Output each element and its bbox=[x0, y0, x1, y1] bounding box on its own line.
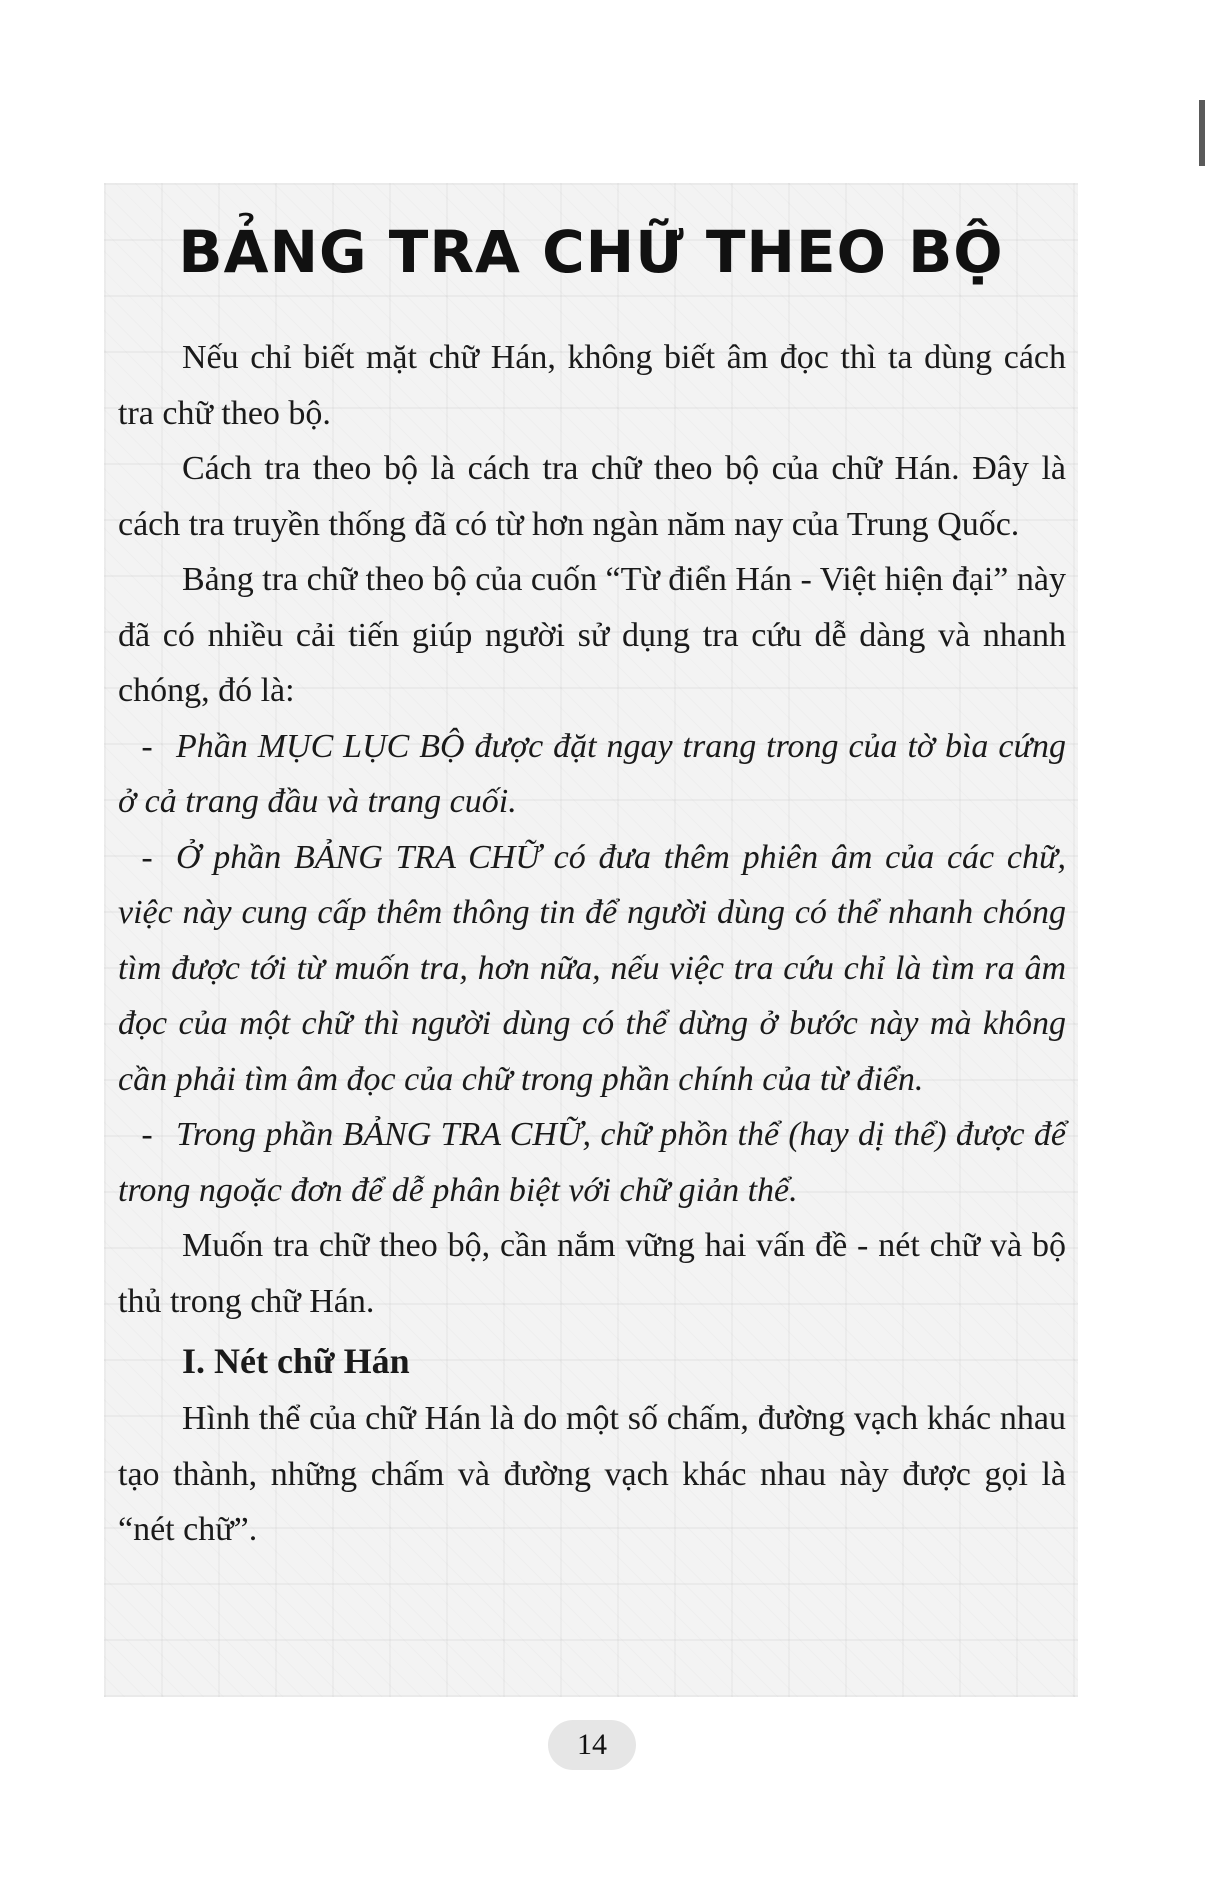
bullet-text: Trong phần BẢNG TRA CHỮ, chữ phồn thể (hay dị thể) được để trong ngoặc đơn để dễ phân biệt với chữ giản thể. bbox=[118, 1116, 1066, 1209]
bullet-item bbox=[118, 830, 1066, 1108]
bullet-text: Ở phần BẢNG TRA CHỮ có đưa thêm phiên âm của các chữ, việc này cung cấp thêm thông tin để người dùng có thể nhanh chóng tìm được tới từ muốn tra, hơn nữa, nếu việc tra cứu chỉ là tìm ra âm đọc của một chữ thì người dùng có thể dừng ở bước này mà không cần phải tìm âm đọc của chữ trong phần chính của từ điển. bbox=[118, 838, 1066, 1098]
body-text bbox=[118, 330, 1066, 1558]
bullet-dash: - bbox=[141, 838, 153, 876]
bullet-item bbox=[118, 1107, 1066, 1218]
bullet-dash: - bbox=[141, 727, 153, 765]
page-title: BẢNG TRA CHỮ THEO BỘ bbox=[178, 218, 1004, 286]
section-heading: I. Nét chữ Hán bbox=[182, 1341, 410, 1381]
paragraph-improvements: Bảng tra chữ theo bộ của cuốn “Từ điển Hán - Việt hiện đại” này đã có nhiều cải tiến giúp người sử dụng tra cứu dễ dàng và nhanh chóng, đó là: bbox=[118, 561, 1066, 709]
bullet-item bbox=[118, 719, 1066, 830]
page-number: 14 bbox=[548, 1720, 636, 1770]
bullet-dash: - bbox=[141, 1116, 153, 1153]
paragraph-intro: Nếu chỉ biết mặt chữ Hán, không biết âm đọc thì ta dùng cách tra chữ theo bộ. bbox=[118, 339, 1066, 432]
paragraph-method: Cách tra theo bộ là cách tra chữ theo bộ của chữ Hán. Đây là cách tra truyền thống đã có từ hơn ngàn năm nay của Trung Quốc. bbox=[118, 450, 1066, 543]
paragraph-strokes: Hình thể của chữ Hán là do một số chấm, đường vạch khác nhau tạo thành, những chấm và đường vạch khác nhau này được gọi là “nét chữ”. bbox=[118, 1400, 1066, 1548]
bullet-text: Phần MỤC LỤC BỘ được đặt ngay trang trong của tờ bìa cứng ở cả trang đầu và trang cuối. bbox=[118, 727, 1066, 820]
paragraph-lookup: Muốn tra chữ theo bộ, cần nắm vững hai vấn đề - nét chữ và bộ thủ trong chữ Hán. bbox=[118, 1227, 1066, 1320]
page-edge-marker bbox=[1199, 100, 1205, 166]
